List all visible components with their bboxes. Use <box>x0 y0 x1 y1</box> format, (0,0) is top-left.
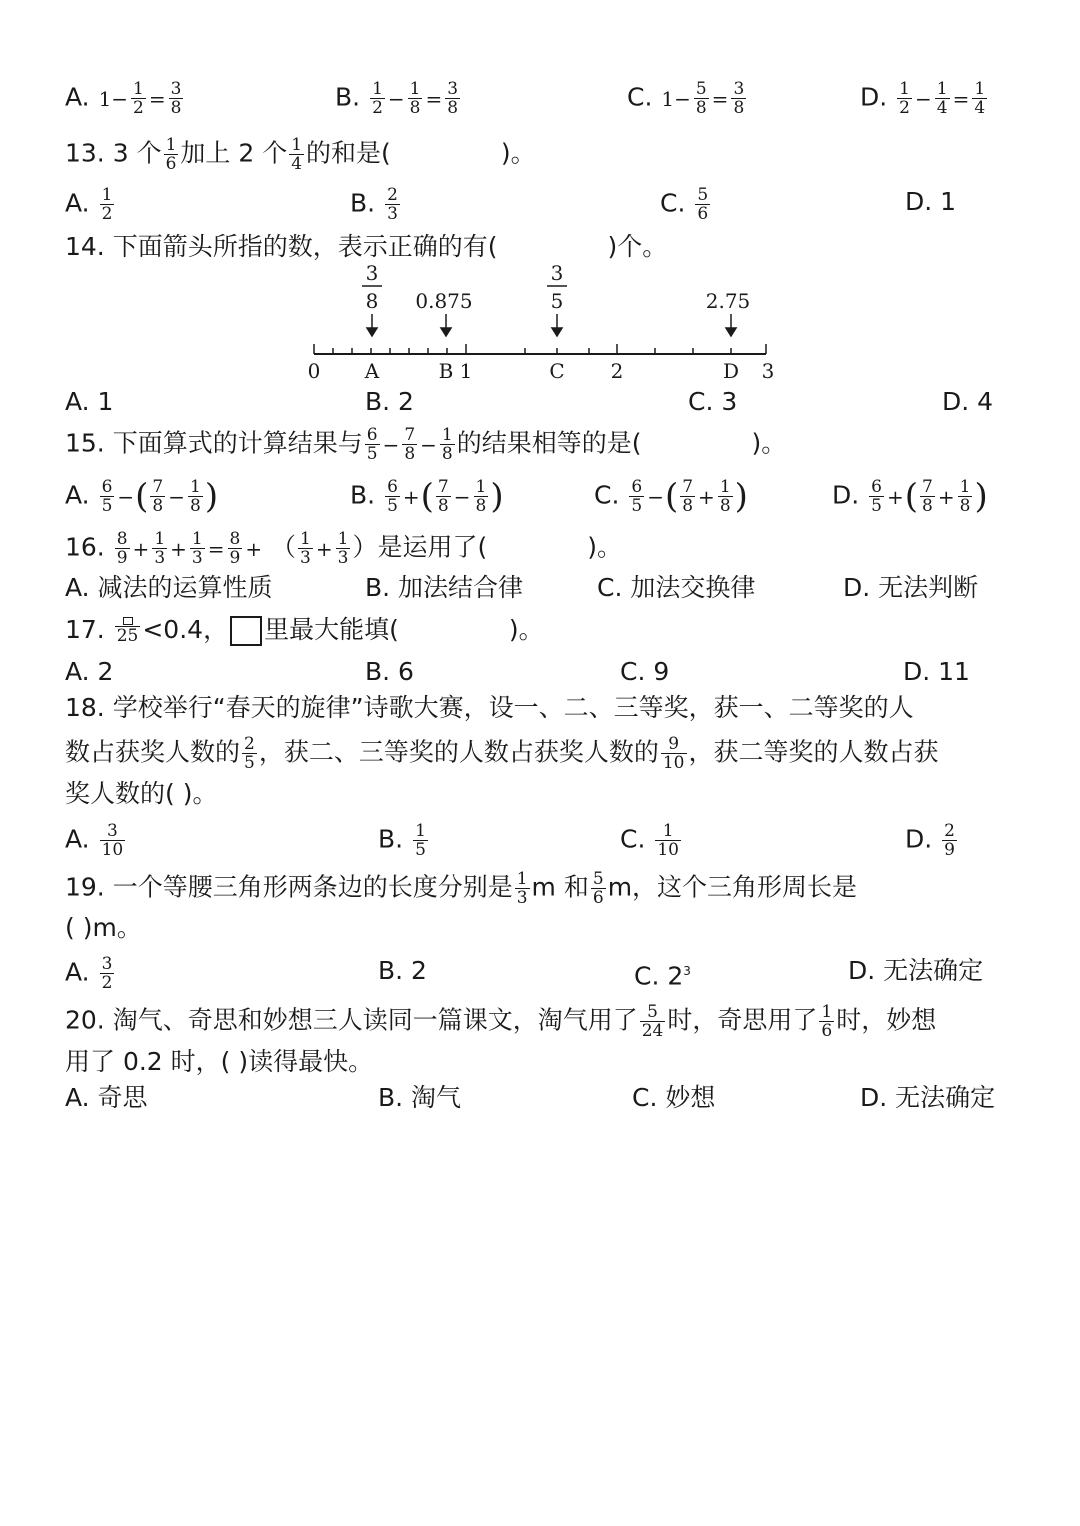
q12-option-b: B. $\frac{1}{2}$ − $\frac{1}{8}$ = $\frac{3}{8}$ <box>335 79 459 118</box>
q13-option-c: C. $\frac{5}{6}$ <box>660 185 709 224</box>
axis-label-1: 1 <box>459 359 473 383</box>
option-label: B. <box>335 82 361 112</box>
question-18-line-2: 数占获奖人数的 $\frac{2}{5}$ ，获二、三等奖的人数占获奖人数的 $\frac{9}{10}$ ，获二等奖的人数占获 <box>65 734 939 773</box>
q18-option-a: A. $\frac{3}{10}$ <box>65 821 124 860</box>
blank-box-small <box>123 617 133 625</box>
q18-option-d: D. $\frac{2}{9}$ <box>905 821 955 860</box>
q12-option-c: C. 1− $\frac{5}{8}$ = $\frac{3}{8}$ <box>627 79 745 118</box>
q19-option-d: D. 无法确定 <box>848 956 984 985</box>
q18-option-b: B. $\frac{1}{5}$ <box>378 821 426 860</box>
option-label: D. <box>860 82 888 112</box>
number-line-figure <box>300 258 780 388</box>
q17-option-b: B. 6 <box>365 657 414 686</box>
axis-label-2: 2 <box>610 359 624 383</box>
axis-label-d: D <box>722 359 740 383</box>
label-3-5-den: 5 <box>550 289 564 313</box>
q13-option-a: A. $\frac{1}{2}$ <box>65 185 113 224</box>
q18-option-c: C. $\frac{1}{10}$ <box>620 821 679 860</box>
q16-option-c: C. 加法交换律 <box>597 573 756 602</box>
q20-option-a: A. 奇思 <box>65 1083 148 1112</box>
question-19-line-2: ( )m。 <box>65 913 142 942</box>
option-label: C. <box>627 82 653 112</box>
q12-option-a: A. 1− $\frac{1}{2}$ = $\frac{3}{8}$ <box>65 79 182 118</box>
q19-option-c: C. $2^3$ <box>634 961 691 991</box>
question-19-line-1: 19. 一个等腰三角形两条边的长度分别是 $\frac{1}{3}$ m 和 $\frac{5}{6}$ m，这个三角形周长是 <box>65 869 858 908</box>
q16-option-b: B. 加法结合律 <box>365 573 524 602</box>
q14-option-c: C. 3 <box>688 387 738 416</box>
q15-option-a: A. $\frac{6}{5}$ −( $\frac{7}{8}$ − $\frac{1}{8}$ ) <box>65 476 219 517</box>
q12-option-d: D. $\frac{1}{2}$ − $\frac{1}{4}$ = $\frac{1}{4}$ <box>860 79 986 118</box>
q17-option-c: C. 9 <box>620 657 670 686</box>
question-20-line-2: 用了 0.2 时，( )读得最快。 <box>65 1047 374 1076</box>
q19-option-b: B. 2 <box>378 956 427 985</box>
q16-option-a: A. 减法的运算性质 <box>65 573 273 602</box>
axis-label-c: C <box>549 359 565 383</box>
question-17: 17. 25 <0.4， 里最大能填( )。 <box>65 615 544 646</box>
question-13: 13. 3 个 $\frac{1}{6}$ 加上 2 个 $\frac{1}{4}$ 的和是( )。 <box>65 135 536 174</box>
axis-label-a: A <box>364 359 380 383</box>
q15-option-c: C. $\frac{6}{5}$ −( $\frac{7}{8}$ + $\frac{1}{8}$ ) <box>594 476 748 517</box>
label-3-8-num: 3 <box>365 261 379 285</box>
q13-option-b: B. $\frac{2}{3}$ <box>350 185 398 224</box>
q19-option-a: A. $\frac{3}{2}$ <box>65 954 113 993</box>
q15-option-d: D. $\frac{6}{5}$ +( $\frac{7}{8}$ + $\frac{1}{8}$ ) <box>832 476 988 517</box>
option-label: A. <box>65 82 90 112</box>
q13-option-d: D. 1 <box>905 187 957 216</box>
question-20-line-1: 20. 淘气、奇思和妙想三人读同一篇课文，淘气用了 $\frac{5}{24}$ 时，奇思用了 $\frac{1}{6}$ 时，妙想 <box>65 1002 937 1041</box>
q14-option-a: A. 1 <box>65 387 114 416</box>
label-3-5-num: 3 <box>550 261 564 285</box>
q17-option-d: D. 11 <box>903 657 970 686</box>
q14-option-b: B. 2 <box>365 387 414 416</box>
label-3-8-den: 8 <box>365 289 379 313</box>
axis-label-3: 3 <box>761 359 775 383</box>
question-14: 14. 下面箭头所指的数，表示正确的有( )个。 <box>65 232 668 261</box>
label-275: 2.75 <box>705 289 751 313</box>
question-16: 16. $\frac{8}{9}$ + $\frac{1}{3}$ + $\frac{1}{3}$ = $\frac{8}{9}$ + （ $\frac{1}{3}$ + $\frac{1}{3}$ ）是运用了( )。 <box>65 529 623 568</box>
answer-box[interactable] <box>230 616 262 646</box>
q14-option-d: D. 4 <box>942 387 994 416</box>
q20-option-b: B. 淘气 <box>378 1083 462 1112</box>
question-18-line-3: 奖人数的( )。 <box>65 779 218 808</box>
question-15: 15. 下面算式的计算结果与 $\frac{6}{5}$ − $\frac{7}{8}$ − $\frac{1}{8}$ 的结果相等的是( )。 <box>65 425 787 464</box>
q20-option-c: C. 妙想 <box>632 1083 716 1112</box>
q16-option-d: D. 无法判断 <box>843 573 979 602</box>
q17-option-a: A. 2 <box>65 657 114 686</box>
axis-label-0: 0 <box>307 359 321 383</box>
axis-ticks <box>314 344 766 354</box>
question-18-line-1: 18. 学校举行“春天的旋律”诗歌大赛，设一、二、三等奖，获一、二等奖的人 <box>65 693 914 722</box>
q20-option-d: D. 无法确定 <box>860 1083 996 1112</box>
q15-option-b: B. $\frac{6}{5}$ +( $\frac{7}{8}$ − $\frac{1}{8}$ ) <box>350 476 504 517</box>
label-0875: 0.875 <box>415 289 473 313</box>
axis-label-b: B <box>438 359 454 383</box>
